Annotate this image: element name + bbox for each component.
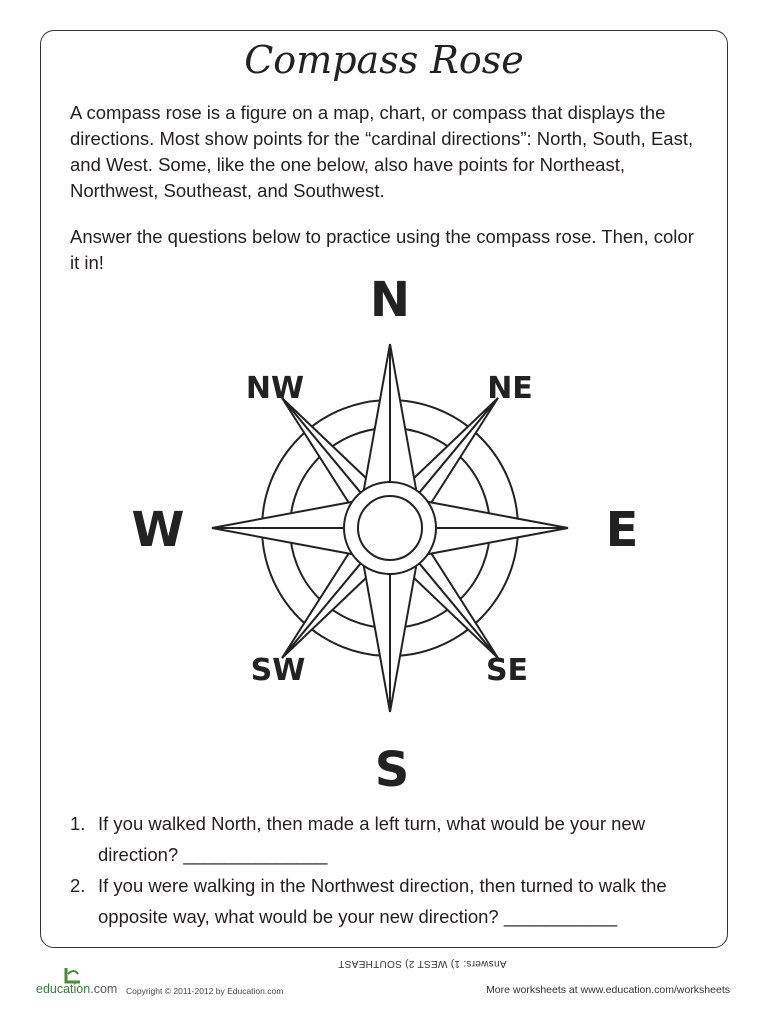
compass-rose bbox=[110, 272, 670, 802]
brand-name: education bbox=[36, 982, 91, 996]
education-brand[interactable] bbox=[36, 982, 117, 996]
intro-paragraph: A compass rose is a figure on a map, chart, or compass that displays the directions. Most show points for the “cardinal directions”: North, South, East, and West. Some, like the one below, also have points for Northeast, Northwest, Southeast, and Southwest. bbox=[70, 102, 694, 201]
question-number: 2. bbox=[70, 875, 86, 896]
page-title: Compass Rose bbox=[244, 38, 524, 82]
label-northeast: NE bbox=[487, 371, 533, 406]
label-southeast: SE bbox=[485, 653, 529, 688]
question-text: If you were walking in the Northwest direction, then turned to walk the opposite way, what would be your new direction? ___________ bbox=[98, 875, 667, 927]
instructions-paragraph: Answer the questions below to practice using the compass rose. Then, color it in! bbox=[70, 226, 694, 273]
upside-down-answers: Answers: 1) WEST 2) SOUTHEAST bbox=[338, 958, 507, 969]
label-west: W bbox=[131, 502, 185, 558]
copyright-text: Copyright © 2011-2012 by Education.com bbox=[126, 986, 284, 996]
label-northwest: NW bbox=[245, 371, 305, 406]
question-list bbox=[70, 808, 720, 932]
question-number: 1. bbox=[70, 813, 86, 834]
more-worksheets-link[interactable]: More worksheets at www.education.com/worksheets bbox=[486, 984, 730, 996]
label-southwest: SW bbox=[250, 653, 306, 688]
brand-suffix: .com bbox=[90, 982, 118, 996]
question-text: If you walked North, then made a left turn, what would be your new direction? ______________ bbox=[98, 813, 646, 865]
label-east: E bbox=[605, 502, 639, 558]
question-item bbox=[70, 808, 720, 870]
center-circle bbox=[358, 496, 422, 560]
question-item bbox=[70, 870, 720, 932]
label-north: N bbox=[369, 272, 411, 328]
label-south: S bbox=[374, 742, 410, 798]
